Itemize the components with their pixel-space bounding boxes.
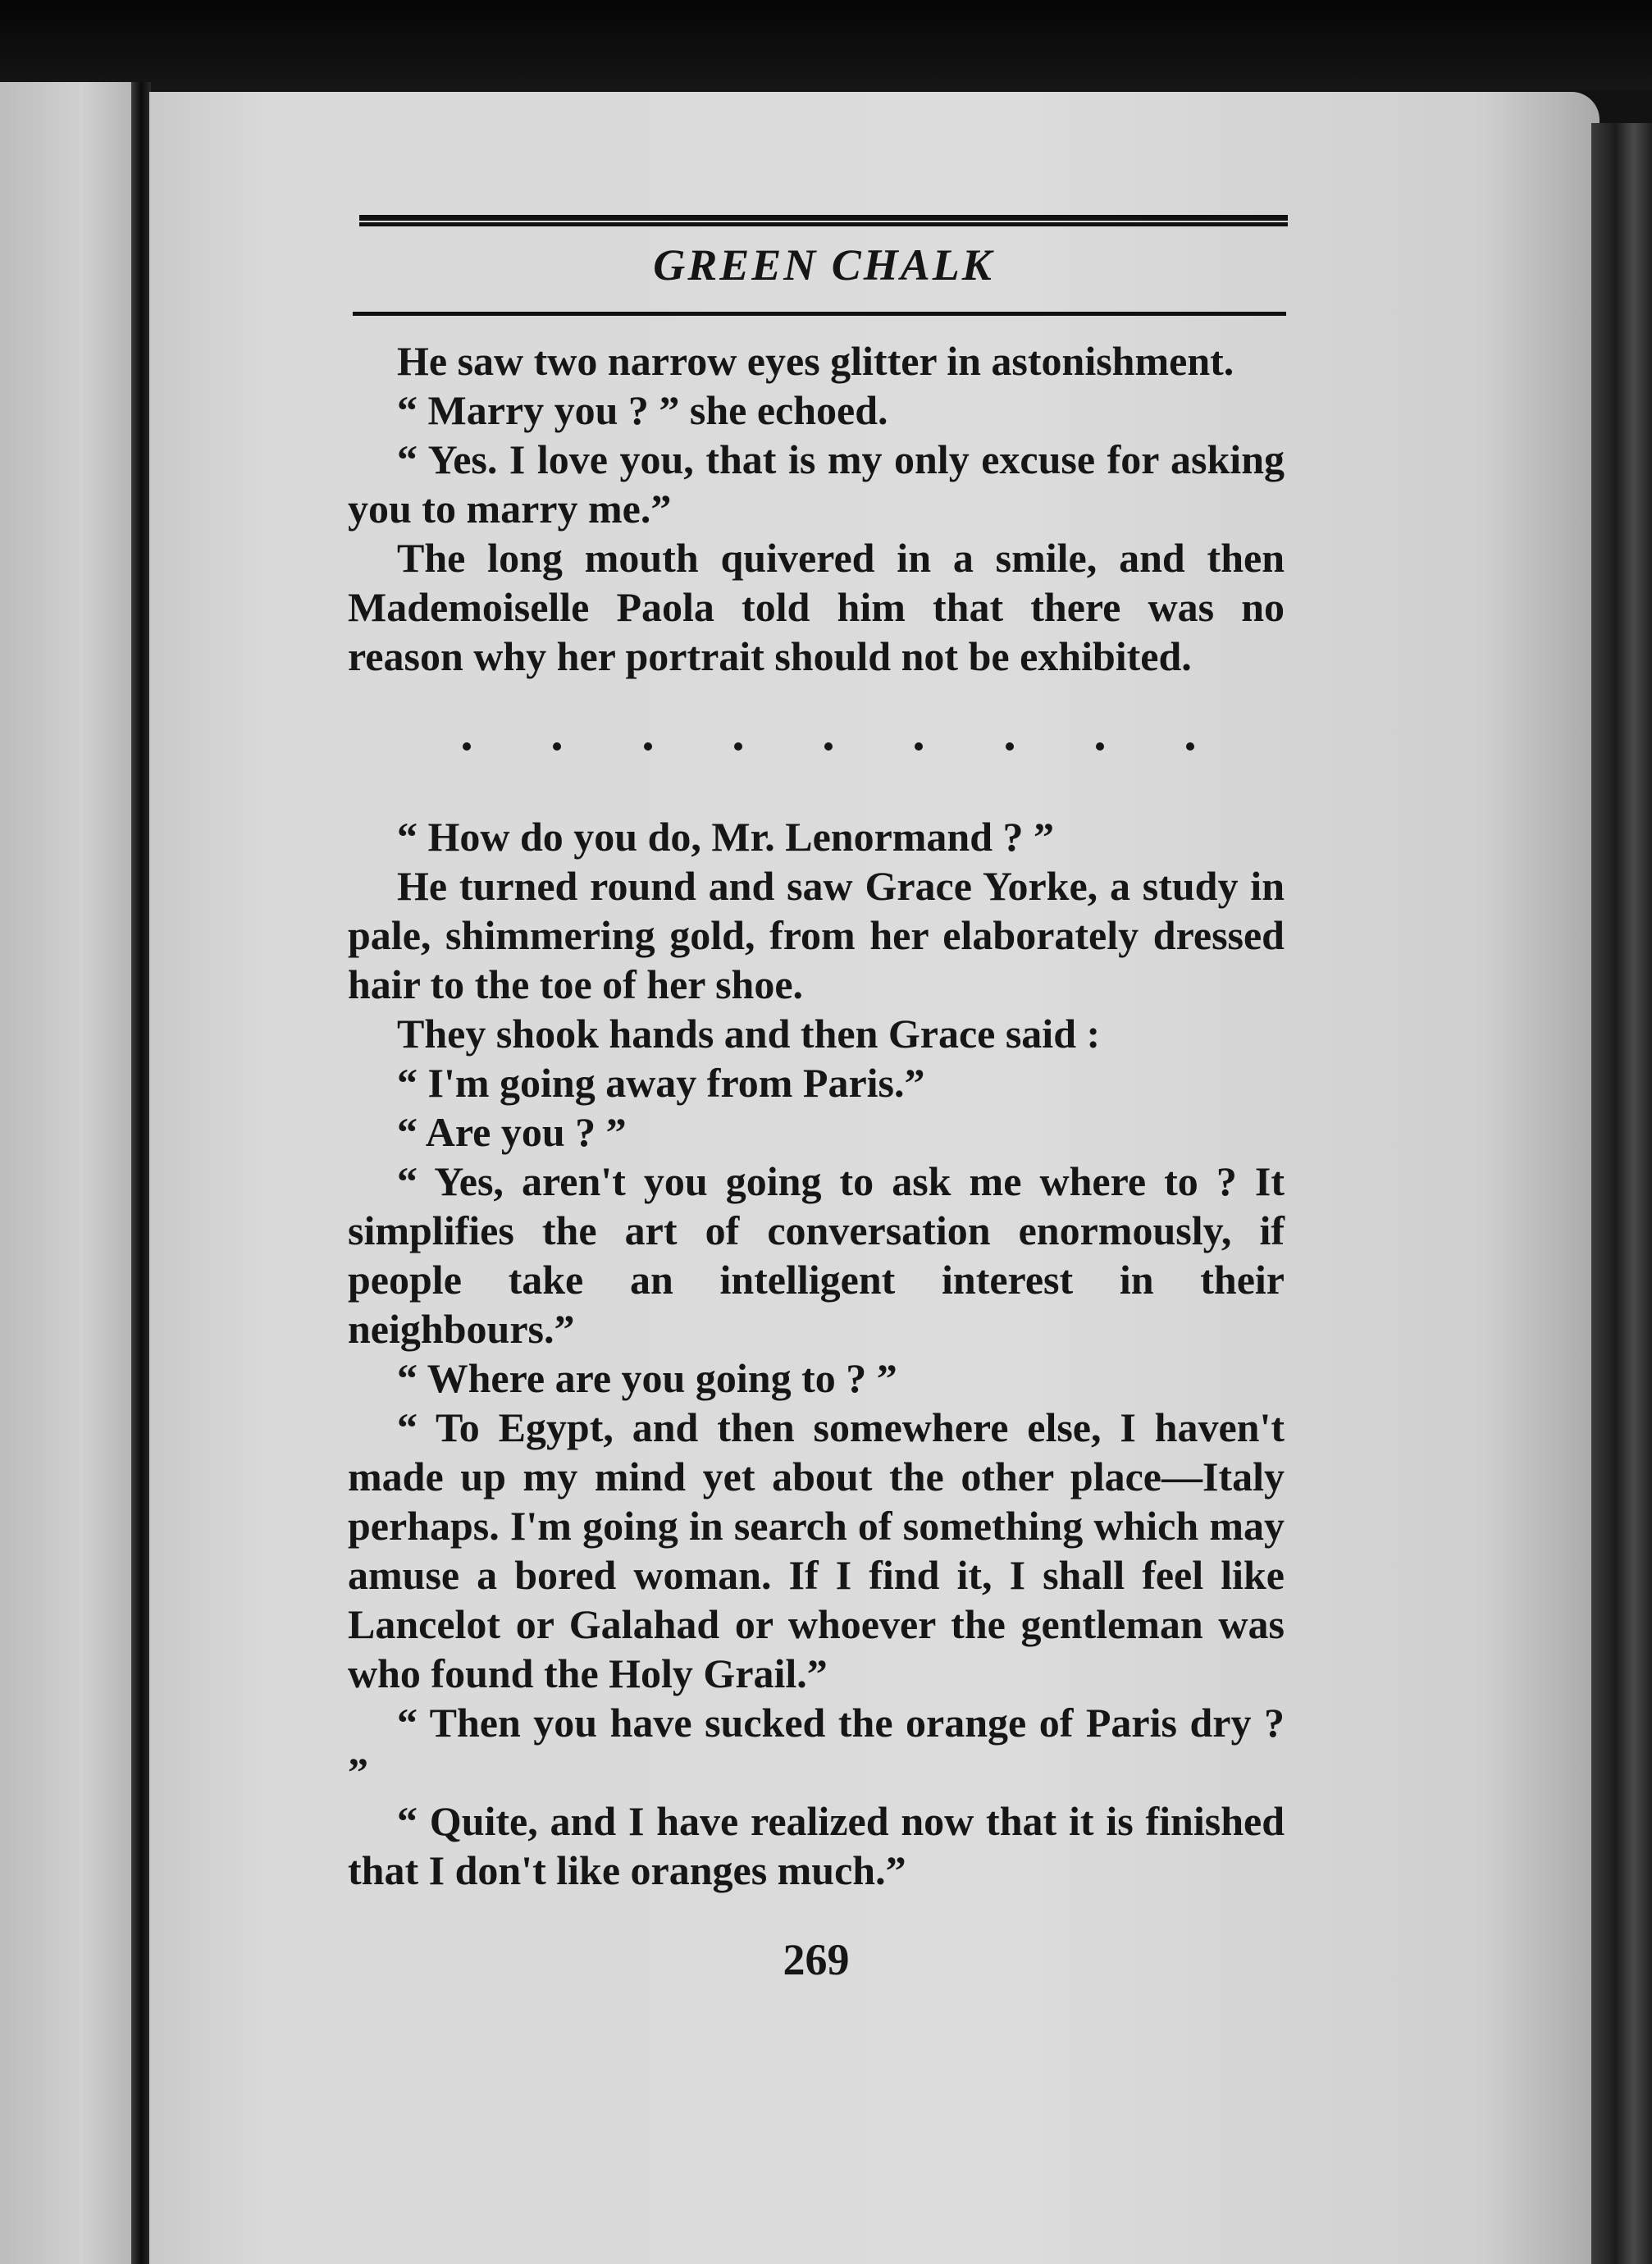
paragraph: “ Where are you going to ? ” xyxy=(397,1355,897,1401)
header-rule xyxy=(353,312,1286,316)
paragraph: “ Yes, aren't you going to ask me where to ? It simplifies the art of conversation enormously, if people take an intelligent interest in their neighbours.” xyxy=(348,1158,1285,1352)
paragraph: “ Yes. I love you, that is my only excuse for asking you to marry me.” xyxy=(348,436,1285,532)
section-break-dot xyxy=(734,742,742,751)
section-break-dot xyxy=(915,742,923,751)
paragraph: “ How do you do, Mr. Lenormand ? ” xyxy=(397,814,1055,860)
header-double-rule xyxy=(359,215,1288,226)
paragraph: “ Marry you ? ” she echoed. xyxy=(397,387,888,433)
paragraph: They shook hands and then Grace said : xyxy=(397,1011,1101,1057)
paragraph: “ I'm going away from Paris.” xyxy=(397,1060,925,1106)
section-break-dot xyxy=(1006,742,1014,751)
paragraph: He saw two narrow eyes glitter in astonishment. xyxy=(397,338,1234,384)
section-break-dot xyxy=(1096,742,1104,751)
book-gutter xyxy=(131,82,151,2264)
paragraph: “ Then you have sucked the orange of Paris dry ? ” xyxy=(348,1700,1285,1795)
section-break-dot xyxy=(1186,742,1194,751)
paragraph: He turned round and saw Grace Yorke, a study in pale, shimmering gold, from her elaborately dressed hair to the toe of her shoe. xyxy=(348,863,1285,1007)
section-break-dot xyxy=(824,742,833,751)
page-number: 269 xyxy=(783,1935,850,1984)
paragraph: “ Quite, and I have realized now that it is finished that I don't like oranges much.” xyxy=(348,1798,1285,1893)
paragraph: The long mouth quivered in a smile, and then Mademoiselle Paola told him that there was no reason why her portrait should not be exhibited. xyxy=(348,535,1285,679)
paragraph: “ To Egypt, and then somewhere else, I haven't made up my mind yet about the other place—Italy perhaps. I'm going in search of something which may amuse a bored woman. If I find it, I shall feel like Lancelot or Galahad or whoever the gentleman was who found the Holy Grail.” xyxy=(348,1404,1285,1696)
section-break xyxy=(348,681,1285,812)
page-stack-edge xyxy=(1591,123,1652,2264)
body-text xyxy=(348,336,1285,1895)
paragraph: “ Are you ? ” xyxy=(397,1109,627,1155)
section-break-dot xyxy=(463,742,471,751)
section-break-dot xyxy=(553,742,561,751)
facing-page-edge xyxy=(0,82,136,2264)
section-break-dot xyxy=(644,742,652,751)
scan-top-shadow xyxy=(0,0,1652,90)
running-head: GREEN CHALK xyxy=(653,240,994,290)
